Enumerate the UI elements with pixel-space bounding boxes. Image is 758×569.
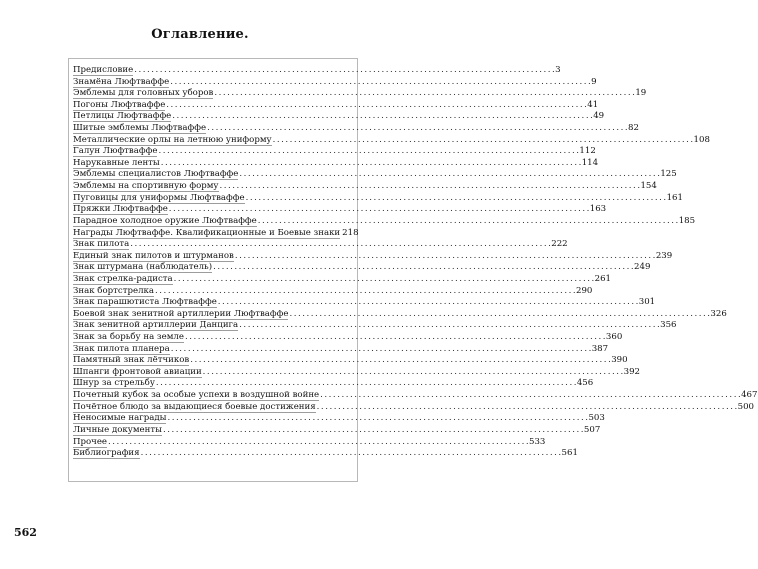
toc-entry-title: Личные документы	[73, 424, 162, 435]
toc-entry-title: Пряжки Люфтваффе	[73, 204, 168, 215]
toc-entry	[73, 134, 710, 147]
toc-entry-page: 533	[528, 436, 546, 447]
toc-dot-leader	[172, 111, 592, 123]
page-number: 562	[14, 526, 37, 539]
toc-entry-page: 456	[576, 378, 594, 389]
toc-entry-page: 239	[655, 250, 673, 261]
toc-entry-page: 41	[587, 99, 599, 110]
toc-dot-leader	[130, 239, 550, 251]
toc-entry-page: 82	[628, 123, 639, 134]
toc-dot-leader	[108, 437, 528, 449]
toc-dot-leader	[320, 390, 740, 402]
toc-dot-leader	[239, 320, 659, 332]
toc-entry	[73, 285, 593, 298]
toc-entry-title: Знак за борьбу на земле	[73, 332, 184, 343]
toc-dot-leader	[171, 344, 591, 356]
toc-entry	[73, 250, 673, 263]
toc-entry	[73, 227, 359, 240]
toc-entry	[73, 378, 594, 390]
toc-entry	[73, 343, 609, 356]
toc-entry-title: Знак стрелка-радиста	[73, 273, 173, 284]
toc-entry-page: 387	[591, 343, 609, 354]
toc-entry-title: Прочее	[73, 436, 108, 447]
toc-entry-page: 290	[575, 285, 593, 296]
toc-entry	[73, 204, 607, 216]
toc-entry-title: Эмблемы для головных уборов	[73, 88, 214, 99]
toc-entry-title: Знак зенитной артиллерии Данцига	[73, 320, 239, 331]
toc-entry-title: Знак бортстрелка	[73, 285, 155, 296]
toc-entry-page: 392	[623, 366, 641, 377]
toc-entry-title: Знамёна Люфтваффе	[73, 76, 170, 87]
table-of-contents	[73, 65, 758, 460]
toc-dot-leader	[258, 216, 678, 228]
toc-entry	[73, 88, 647, 100]
toc-dot-leader	[158, 146, 578, 158]
toc-entry-title: Пуговицы для униформы Люфтваффе	[73, 192, 245, 203]
toc-entry-title: Неносимые награды	[73, 413, 167, 424]
toc-entry-title: Эмблемы на спортивную форму	[73, 181, 219, 192]
toc-entry-title: Петлицы Люфтваффе	[73, 111, 172, 122]
toc-dot-leader	[214, 88, 634, 100]
toc-dot-leader	[289, 309, 709, 321]
toc-entry	[73, 366, 641, 379]
toc-entry-title: Знак парашютиста Люфтваффе	[73, 297, 217, 308]
toc-entry-title: Знак штурмана (наблюдатель)	[73, 262, 213, 273]
toc-dot-leader	[235, 251, 655, 263]
toc-entry-page: 222	[551, 239, 568, 250]
toc-entry-title: Нарукавные ленты	[73, 157, 160, 168]
toc-dot-leader	[141, 448, 561, 460]
toc-entry-page: 49	[593, 111, 605, 122]
toc-dot-leader	[239, 169, 659, 181]
toc-entry-title: Почётное блюдо за выдающиеся боевые достижения	[73, 401, 316, 412]
toc-dot-leader	[166, 100, 586, 112]
toc-entry-page: 301	[638, 297, 656, 308]
toc-entry	[73, 273, 612, 286]
toc-entry	[73, 390, 758, 402]
toc-dot-leader	[246, 193, 666, 205]
toc-dot-leader	[169, 204, 589, 216]
toc-entry	[73, 169, 677, 181]
toc-entry-page: 163	[589, 204, 607, 215]
toc-entry	[73, 146, 596, 158]
toc-entry-title: Памятный знак лётчиков	[73, 355, 190, 366]
toc-entry-title: Шнур за стрельбу	[73, 378, 155, 389]
toc-entry-title: Галун Люфтваффе	[73, 146, 158, 157]
toc-entry-page: 261	[594, 273, 612, 284]
toc-entry	[73, 111, 605, 123]
toc-entry	[73, 413, 605, 425]
page-title: Оглавление.	[151, 27, 249, 42]
toc-entry-page: 185	[678, 215, 696, 226]
toc-entry-page: 249	[634, 262, 651, 273]
toc-entry-page: 114	[581, 157, 599, 168]
toc-entry	[73, 192, 683, 205]
toc-entry	[73, 157, 599, 170]
toc-dot-leader	[155, 286, 575, 298]
toc-entry-page: 161	[666, 192, 683, 203]
toc-dot-leader	[161, 158, 581, 170]
toc-dot-leader	[218, 297, 638, 309]
toc-entry-title: Погоны Люфтваффе	[73, 99, 166, 110]
toc-entry	[73, 401, 755, 414]
toc-entry-title: Эмблемы специалистов Люфтваффе	[73, 169, 239, 180]
toc-dot-leader	[203, 367, 623, 379]
toc-entry-page: 125	[660, 169, 677, 180]
toc-entry-title: Боевой знак зенитной артиллерии Люфтваффе	[73, 308, 289, 319]
toc-entry-page: 503	[588, 413, 605, 424]
toc-entry	[73, 297, 656, 309]
toc-dot-leader	[185, 332, 605, 344]
toc-entry-title: Парадное холодное оружие Люфтваффе	[73, 215, 257, 226]
toc-entry-page: 154	[640, 181, 657, 192]
toc-entry	[73, 308, 727, 321]
toc-entry	[73, 332, 623, 344]
toc-entry	[73, 181, 657, 193]
toc-entry-page: 108	[693, 134, 710, 145]
toc-entry-page: 467	[741, 390, 758, 401]
toc-entry	[73, 123, 639, 135]
toc-entry-page: 112	[579, 146, 596, 157]
toc-entry-title: Металлические орлы на летнюю униформу	[73, 134, 272, 145]
toc-entry	[73, 239, 568, 251]
toc-entry	[73, 355, 628, 367]
toc-entry-title: Шпанги фронтовой авиации	[73, 366, 202, 377]
toc-entry-title: Знак пилота планера	[73, 343, 170, 354]
toc-entry-title: Награды Люфтваффе. Квалификационные и Боевые знаки	[73, 227, 341, 238]
toc-entry-page: 3	[555, 65, 561, 75]
toc-dot-leader	[317, 402, 737, 414]
toc-entry-title: Почетный кубок за особые успехи в воздушной войне	[73, 390, 320, 401]
toc-dot-leader	[220, 181, 640, 193]
toc-entry	[73, 262, 651, 274]
toc-entry	[73, 76, 597, 89]
toc-entry-title: Знак пилота	[73, 239, 130, 250]
toc-dot-leader	[190, 355, 610, 367]
toc-entry-page: 19	[635, 88, 647, 99]
toc-entry-page: 507	[583, 424, 601, 435]
toc-entry-title: Шитые эмблемы Люфтваффе	[73, 123, 207, 134]
toc-entry	[73, 448, 578, 460]
toc-dot-leader	[167, 413, 587, 425]
toc-entry-page: 561	[561, 448, 578, 459]
toc-entry	[73, 65, 561, 77]
toc-entry-page: 326	[710, 308, 727, 319]
toc-entry-title: Единый знак пилотов и штурманов	[73, 250, 234, 261]
toc-entry	[73, 436, 546, 449]
toc-entry-title: Библиография	[73, 448, 140, 459]
toc-entry-page: 390	[611, 355, 628, 366]
toc-entry-page: 500	[737, 401, 755, 412]
toc-dot-leader	[273, 135, 693, 147]
toc-entry-page: 360	[605, 332, 623, 343]
toc-dot-leader	[134, 65, 554, 77]
toc-entry	[73, 99, 599, 112]
toc-entry	[73, 215, 696, 228]
toc-entry-title: Предисловие	[73, 65, 134, 75]
toc-entry	[73, 320, 677, 332]
toc-dot-leader	[156, 378, 576, 390]
toc-entry-page: 218	[342, 227, 359, 238]
toc-entry-page: 356	[660, 320, 677, 331]
toc-entry	[73, 424, 601, 437]
toc-dot-leader	[170, 77, 590, 89]
toc-dot-leader	[207, 123, 627, 135]
toc-dot-leader	[213, 262, 633, 274]
toc-dot-leader	[163, 425, 583, 437]
toc-entry-page: 9	[591, 76, 597, 87]
toc-dot-leader	[174, 274, 594, 286]
